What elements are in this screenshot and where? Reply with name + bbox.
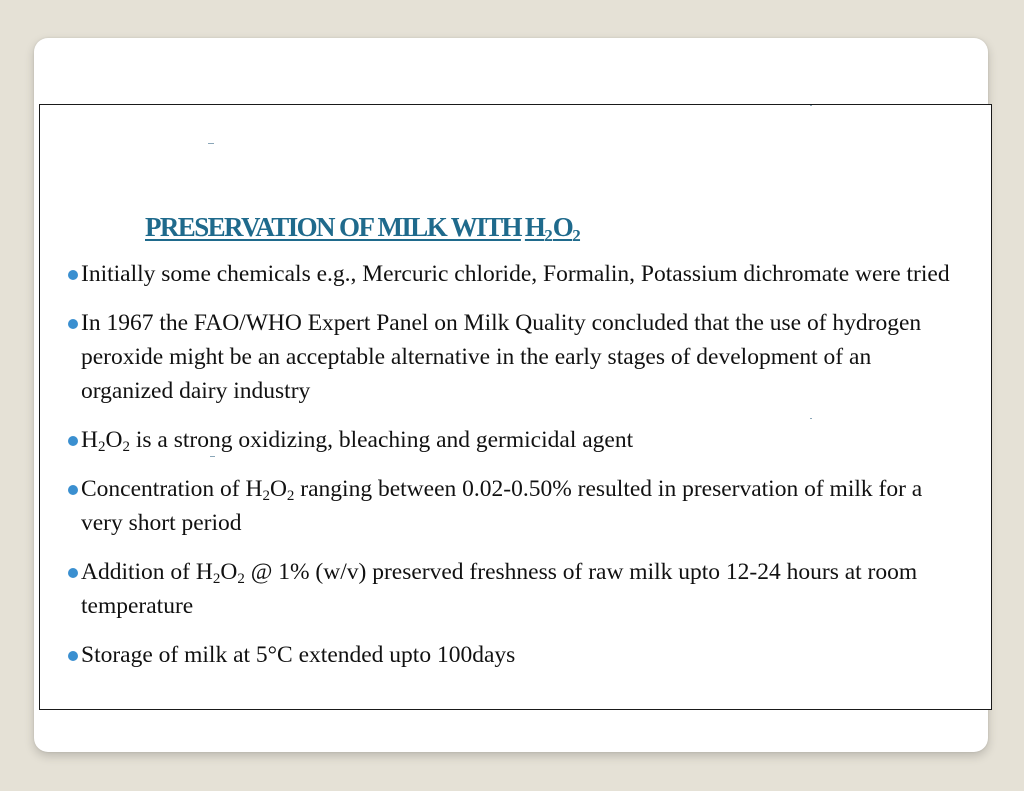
bullet-list <box>66 257 966 672</box>
slide-title: PRESERVATION OF MILK WITH $H_2O_2$ <box>145 212 581 245</box>
bullet-item: Storage of milk at 5°C extended upto 100days <box>66 638 966 672</box>
bullet-icon <box>68 319 78 329</box>
bullet-item: Addition of $H_2O_2$ @ 1% (w/v) preserved freshness of raw milk upto 12-24 hours at room temperature <box>66 555 966 623</box>
bullet-item: In 1967 the FAO/WHO Expert Panel on Milk Quality concluded that the use of hydrogen peroxide might be an acceptable alternative in the early stages of development of an organized dairy industry <box>66 306 966 408</box>
bullet-item: $H_2O_2$ is a strong oxidizing, bleaching and germicidal agent <box>66 423 966 457</box>
decorative-speck <box>208 143 214 144</box>
bullet-icon <box>68 436 78 446</box>
bullet-icon <box>68 651 78 661</box>
bullet-icon <box>68 485 78 495</box>
bullet-item: Initially some chemicals e.g., Mercuric chloride, Formalin, Potassium dichromate were tried <box>66 257 966 291</box>
bullet-icon <box>68 568 78 578</box>
bullet-icon <box>68 270 78 280</box>
bullet-item: Concentration of $H_2O_2$ ranging between 0.02-0.50% resulted in preservation of milk for a very short period <box>66 472 966 540</box>
decorative-speck <box>810 105 812 106</box>
